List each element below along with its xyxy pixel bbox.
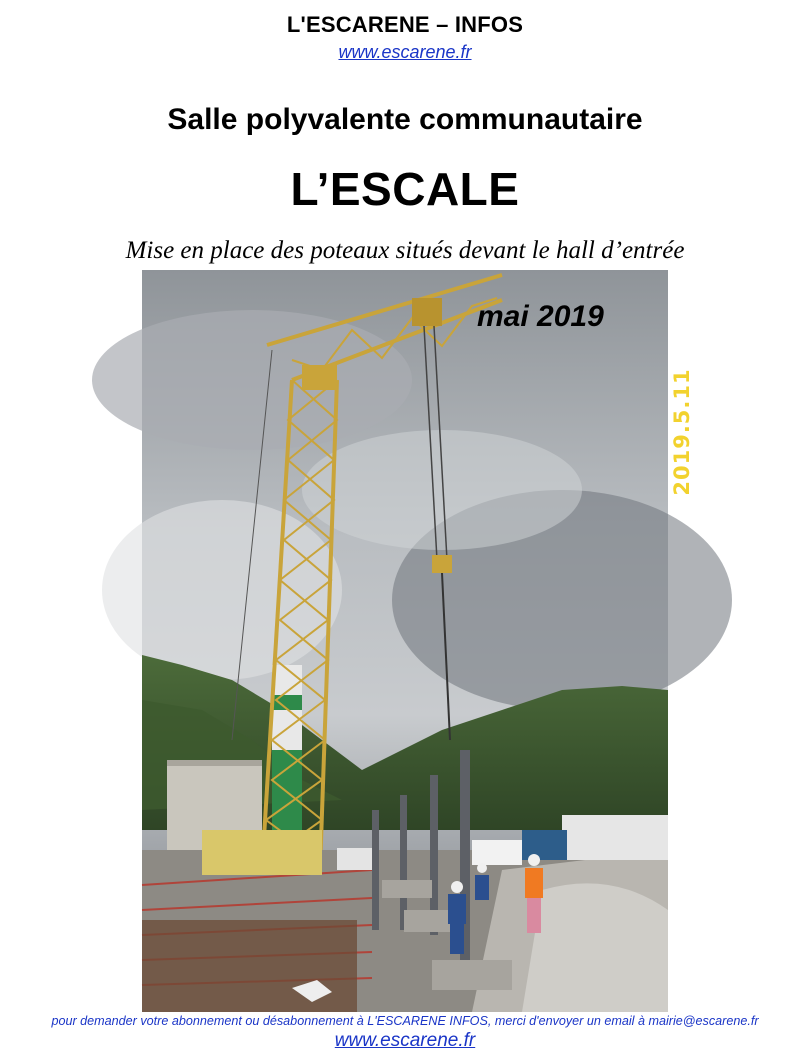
camera-date-stamp: 2019.5.11 [670, 368, 694, 496]
photo-date-label: mai 2019 [477, 300, 604, 333]
document-subtitle: Salle polyvalente communautaire [167, 103, 643, 136]
header-url-link[interactable]: www.escarene.fr [338, 42, 472, 62]
header-title: L'ESCARENE – INFOS [286, 12, 524, 37]
footer-url-link[interactable]: www.escarene.fr [334, 1030, 476, 1051]
photo-caption: Mise en place des poteaux situés devant le hall d’entrée [125, 237, 685, 264]
construction-photo [142, 270, 694, 1012]
document-title: L’ESCALE [290, 163, 520, 215]
footer-subscription-note: pour demander votre abonnement ou désabonnement à L'ESCARENE INFOS, merci d'envoyer un email à mairie@escarene.fr [51, 1014, 759, 1028]
construction-site-illustration [142, 270, 668, 1012]
